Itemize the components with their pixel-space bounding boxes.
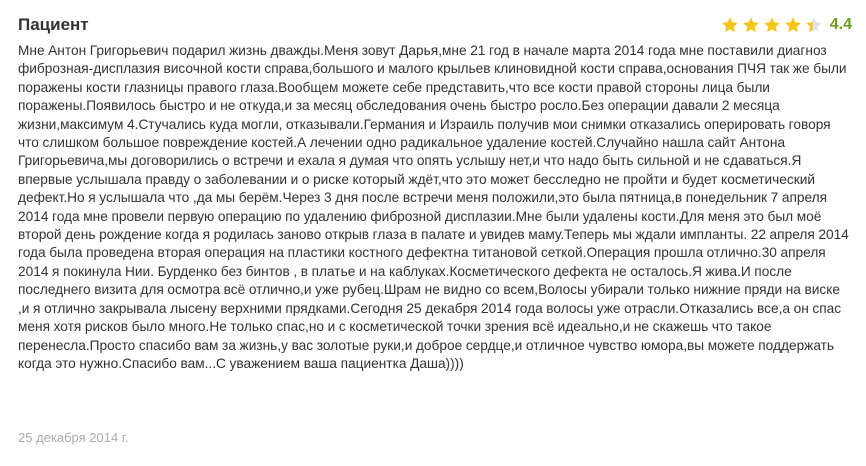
star-icon [784,16,802,34]
star-icon [742,16,760,34]
star-icon [805,16,823,34]
rating-value: 4.4 [829,16,852,33]
review-date: 25 декабря 2014 г. [18,430,129,445]
star-icon [763,16,781,34]
review-author: Пациент [18,15,89,34]
review-header [18,12,852,38]
review-text: Мне Антон Григорьевич подарил жизнь дважды.Меня зовут Дарья,мне 21 год в начале марта 2014 года мне поставили диагноз фиброзная-дисплазия височной кости справа,большого и малого крыльев клиновидной кости справа,основания ПЧЯ так же были поражены кости глазницы правого глаза.Вообщем можете себе представить,что все кости правой стороны лица были поражены.Появилось быстро и не откуда,и за месяц обследования очень быстро росло.Без операции давали 2 месяца жизни,максимум 4.Стучались куда могли, отказывали.Германия и Израиль получив мои снимки отказались оперировать говоря что слишком большое повреждение костей.А лечении одно радикальное удаление костей.Случайно нашла сайт Антона Григорьевича,мы договорились о встречи и ехала я думая что опять услышу нет,и что надо быть сильной и не сдаваться.Я впервые услышала правду о заболевании и о риске который ждёт,что это может бесследно не пройти и будет косметический дефект.Но я услышала что ,да мы берём.Через 3 дня после встречи меня положили,это была пятница,в понедельник 7 апреля 2014 года мне провели первую операцию по удалению фиброзной дисплазии.Мне были удалены кости.Для меня это был моё второй день рождение когда я родилась заново открыв глаза в палате и увидев маму.Теперь мы ждали импланты. 22 апреля 2014 года была проведена вторая операция на пластики костного дефектна титановой сеткой.Операция прошла отлично.30 апреля 2014 я покинула Нии. Бурденко без бинтов , в платье и на каблуках.Косметического дефекта не осталось.Я жива.И после последнего визита для осмотра всё отлично,и уже рубец.Шрам не видно со всем,Волосы убирали только нижние пряди на виске ,и я отлично закрывала лысену верхними прядками.Сегодня 25 декабря 2014 года волосы уже отрасли.Отказались все,а он спас меня хотя рисков было много.Не только спас,но и с косметической точки зрения всё идеально,и не скажешь что такое перенесла.Просто спасибо вам за жизнь,у вас золотые руки,и доброе сердце,и отличное чувство юмора,вы можете поддержать когда это нужно.Спасибо вам...С уважением ваша пациентка Даша)))) [18,43,849,371]
rating [721,16,852,34]
star-icon [721,16,739,34]
